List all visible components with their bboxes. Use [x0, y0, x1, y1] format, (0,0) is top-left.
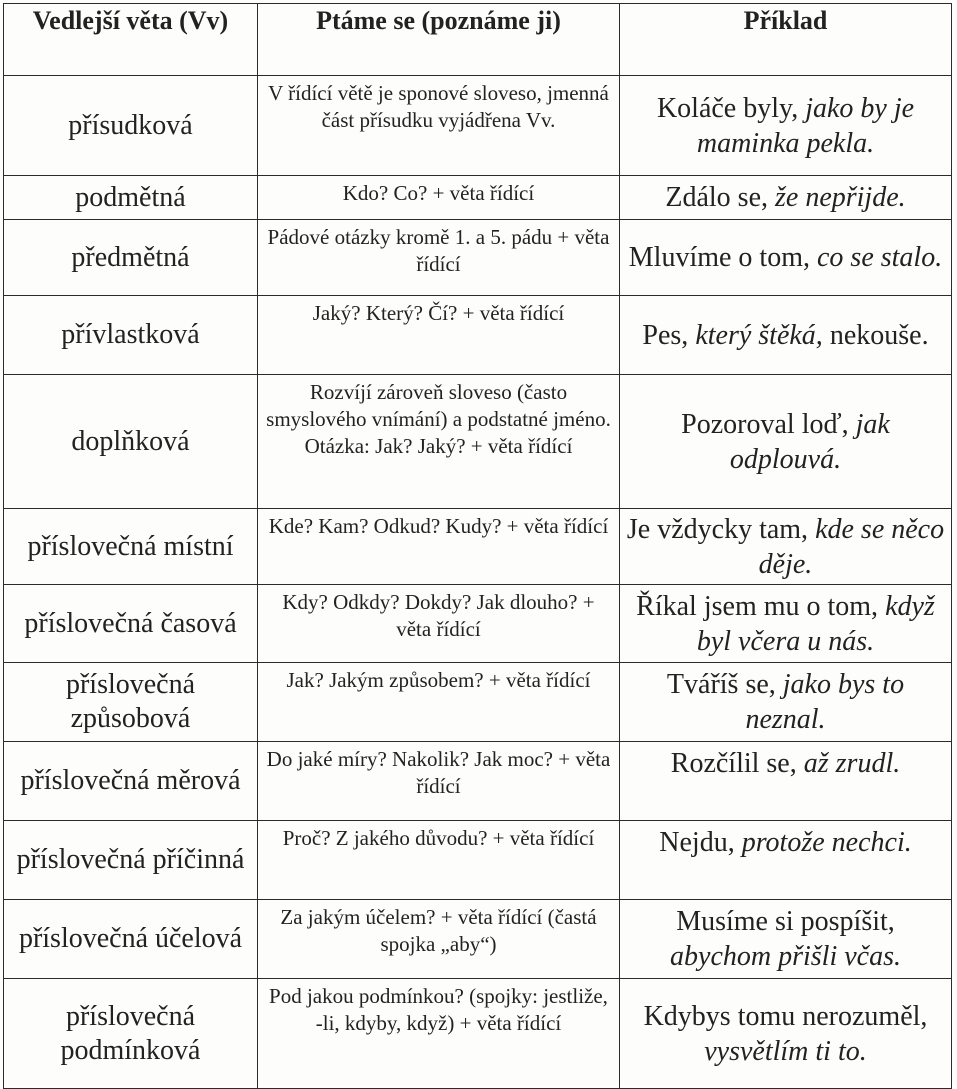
table-row — [4, 509, 952, 585]
example-cell — [620, 585, 952, 663]
header-row — [4, 4, 952, 76]
question-cell: Kdo? Co? + věta řídící — [258, 176, 620, 220]
clause-type: příslovečná místní — [4, 509, 258, 585]
example-italic: jako by je maminka pekla. — [696, 92, 915, 159]
table-row — [4, 821, 952, 900]
example-cell — [620, 900, 952, 979]
question-cell: Kde? Kam? Odkud? Kudy? + věta řídící — [258, 509, 620, 585]
header-question: Ptáme se (poznáme ji) — [258, 4, 620, 76]
table-row — [4, 979, 952, 1089]
table-row — [4, 742, 952, 821]
example-plain: Je vždycky tam, — [626, 513, 816, 545]
header-clause-type: Vedlejší věta (Vv) — [4, 4, 258, 76]
example-plain: Zdálo se, — [665, 182, 775, 213]
clause-type: předmětná — [4, 220, 258, 296]
question-cell: Do jaké míry? Nakolik? Jak moc? + věta řídící — [258, 742, 620, 821]
question-cell: Pádové otázky kromě 1. a 5. pádu + věta řídící — [258, 220, 620, 296]
table-row — [4, 296, 952, 375]
example-plain: Rozčílil se, — [670, 748, 804, 779]
clause-type: příslovečná podmínková — [4, 979, 258, 1089]
table-row — [4, 220, 952, 296]
table-row — [4, 375, 952, 509]
example-plain: Pozoroval loď, — [681, 408, 856, 440]
clause-type: přísudková — [4, 76, 258, 176]
clause-type: příslovečná měrová — [4, 742, 258, 821]
example-plain: Mluvíme o tom, — [628, 242, 817, 273]
question-cell: Kdy? Odkdy? Dokdy? Jak dlouho? + věta řídící — [258, 585, 620, 663]
example-cell — [620, 821, 952, 900]
clause-type: přívlastková — [4, 296, 258, 375]
example-after: nekouše. — [822, 319, 929, 351]
clause-type: příslovečná způsobová — [4, 663, 258, 742]
example-cell — [620, 509, 952, 585]
clause-type: doplňková — [4, 375, 258, 509]
question-cell: Jak? Jakým způsobem? + věta řídící — [258, 663, 620, 742]
example-italic: jako bys to neznal. — [745, 669, 905, 735]
example-plain: Kdybys tomu nerozuměl, — [643, 1000, 928, 1032]
example-italic: protože nechci. — [741, 827, 912, 858]
clause-type: příslovečná příčinná — [4, 821, 258, 900]
table-row — [4, 663, 952, 742]
example-cell — [620, 742, 952, 821]
question-cell: Rozvíjí zároveň sloveso (často smyslového vnímání) a podstatné jméno. Otázka: Jak? Jaký? + věta řídící — [258, 375, 620, 509]
example-italic: až zrudl. — [803, 748, 901, 779]
example-italic: jak odplouvá. — [729, 408, 890, 475]
example-plain: Musíme si pospíšit, — [676, 906, 895, 937]
table-row — [4, 176, 952, 220]
header-example: Příklad — [620, 4, 952, 76]
question-cell: Pod jakou podmínkou? (spojky: jestliže, -li, kdyby, když) + věta řídící — [258, 979, 620, 1089]
example-cell — [620, 220, 952, 296]
example-plain: Tváříš se, — [666, 669, 783, 700]
example-cell — [620, 979, 952, 1089]
example-plain: Koláče byly, — [656, 92, 806, 124]
example-italic: který štěká, — [695, 319, 823, 351]
clause-type: příslovečná časová — [4, 585, 258, 663]
question-cell: Proč? Z jakého důvodu? + věta řídící — [258, 821, 620, 900]
table-row — [4, 76, 952, 176]
table-row — [4, 585, 952, 663]
example-cell — [620, 76, 952, 176]
example-cell — [620, 176, 952, 220]
clause-type: podmětná — [4, 176, 258, 220]
example-cell — [620, 296, 952, 375]
question-cell: V řídící větě je sponové sloveso, jmenná část přísudku vyjádřena Vv. — [258, 76, 620, 176]
example-italic: vysvětlím ti to. — [704, 1035, 867, 1067]
clause-types-table — [3, 3, 952, 1089]
example-italic: když byl včera u nás. — [696, 590, 935, 657]
clause-type: příslovečná účelová — [4, 900, 258, 979]
example-italic: co se stalo. — [817, 242, 943, 273]
example-cell — [620, 375, 952, 509]
example-italic: že nepřijde. — [775, 182, 906, 213]
example-plain: Říkal jsem mu o tom, — [636, 590, 886, 622]
example-cell — [620, 663, 952, 742]
example-italic: abychom přišli včas. — [670, 941, 901, 972]
question-cell: Jaký? Který? Čí? + věta řídící — [258, 296, 620, 375]
table-row — [4, 900, 952, 979]
example-plain: Pes, — [642, 319, 696, 351]
example-italic: kde se něco děje. — [758, 513, 945, 580]
question-cell: Za jakým účelem? + věta řídící (častá spojka „aby“) — [258, 900, 620, 979]
example-plain: Nejdu, — [659, 827, 742, 858]
